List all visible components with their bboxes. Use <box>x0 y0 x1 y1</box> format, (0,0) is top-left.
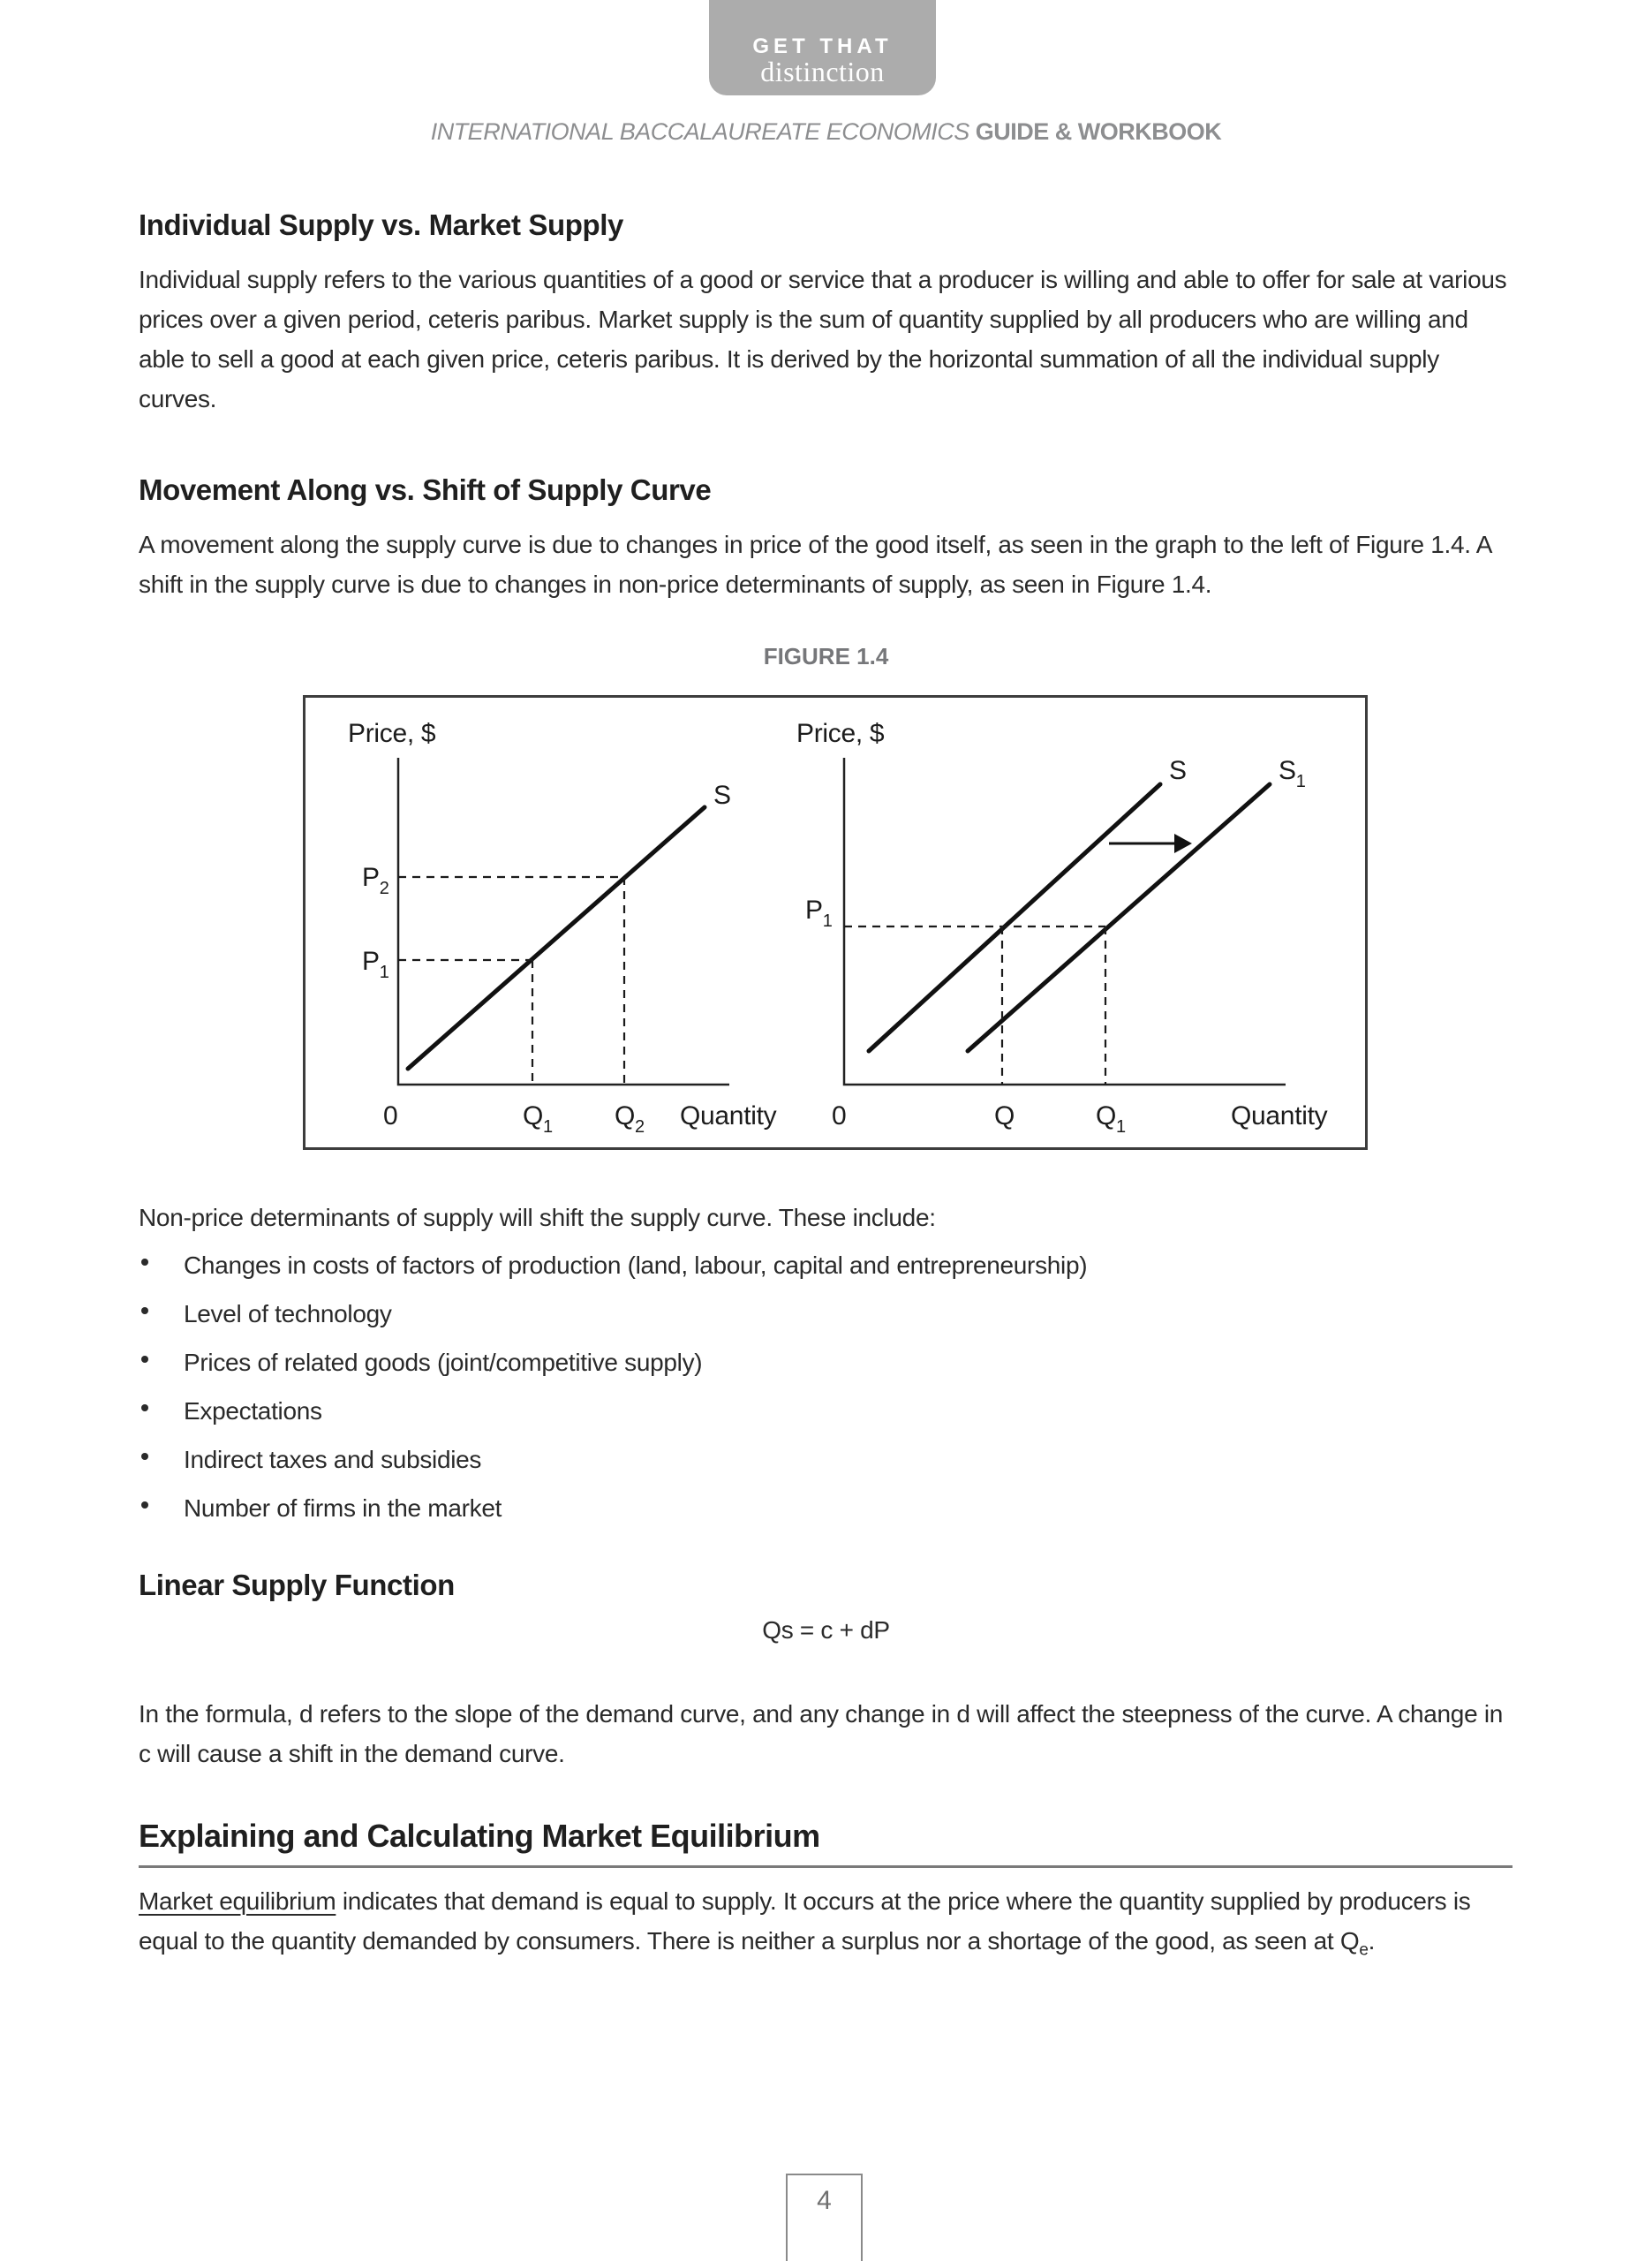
left-origin-label: 0 <box>383 1101 398 1130</box>
figure-1-4 <box>303 695 1368 1150</box>
running-head-series: INTERNATIONAL BACCALAUREATE ECONOMICS <box>430 118 976 145</box>
left-y-axis-label: Price, $ <box>348 719 436 748</box>
bullet-icon <box>141 1501 148 1509</box>
list-item <box>139 1245 1512 1294</box>
list-item <box>139 1440 1512 1488</box>
list-item <box>139 1391 1512 1440</box>
left-q2-label: $Q_2$ <box>615 1101 645 1137</box>
right-q1-label: $Q_1$ <box>1096 1101 1126 1137</box>
paragraph-movement-shift: A movement along the supply curve is due to changes in price of the good itself, as seen in the graph to the left of Figure 1.4. A shift in the supply curve is due to changes in non-price determinants of supply, as seen in Figure 1.4. <box>139 531 1491 598</box>
bullet-icon <box>141 1453 148 1460</box>
supply-curve-diagrams <box>306 698 1365 1147</box>
right-graph-shift <box>796 719 1328 1137</box>
supply-function-formula: Qs = c + dP <box>762 1616 890 1644</box>
page-number: 4 <box>817 2186 832 2215</box>
q-subscript: e <box>1359 1940 1369 1960</box>
determinants-list <box>139 1245 1512 1537</box>
bullet-icon <box>141 1356 148 1363</box>
bullet-icon <box>141 1307 148 1314</box>
logo-text-top: GET THAT <box>752 34 893 59</box>
left-p1-label: $P_1$ <box>362 947 389 982</box>
right-y-axis-label: Price, $ <box>796 719 885 748</box>
right-p1-label: $P_1$ <box>805 896 833 931</box>
heading-individual-supply: Individual Supply vs. Market Supply <box>139 208 623 241</box>
logo-text-bottom: distinction <box>760 56 885 88</box>
equilibrium-text: indicates that demand is equal to supply. It occurs at the price where the quantity supplied by producers is equal to the quantity demanded by consumers. There is neither a surplus nor a shortage of the good, as seen at Q <box>139 1887 1471 1955</box>
left-q1-label: $Q_1$ <box>523 1101 553 1137</box>
shift-arrow-head <box>1174 834 1192 853</box>
running-head <box>0 118 1652 146</box>
figure-caption: FIGURE 1.4 <box>763 643 889 669</box>
left-supply-curve <box>408 807 705 1069</box>
list-item <box>139 1294 1512 1342</box>
paragraph-individual-supply: Individual supply refers to the various quantities of a good or service that a producer is willing and able to offer for sale at various prices over a given period, ceteris paribus. Market supply is the sum of quantity supplied by all producers who are willing and able to sell a good at each given price, ceteris paribus. It is derived by the horizontal summation of all the individual supply curves. <box>139 266 1507 412</box>
bullet-icon <box>141 1259 148 1266</box>
left-p2-label: $P_2$ <box>362 863 389 898</box>
left-supply-label: S <box>713 781 731 810</box>
left-x-axis-label: Quantity <box>680 1101 777 1130</box>
heading-linear-supply: Linear Supply Function <box>139 1569 455 1601</box>
underlined-term: Market equilibrium <box>139 1887 336 1915</box>
list-item-text: Number of firms in the market <box>184 1494 502 1522</box>
heading-market-equilibrium: Explaining and Calculating Market Equilibrium <box>139 1818 1512 1868</box>
list-item-text: Expectations <box>184 1397 322 1425</box>
right-x-axis-label: Quantity <box>1231 1101 1328 1130</box>
list-item <box>139 1342 1512 1391</box>
heading-movement-shift: Movement Along vs. Shift of Supply Curve <box>139 473 712 506</box>
paragraph-formula-explanation: In the formula, d refers to the slope of the demand curve, and any change in d will affect the steepness of the curve. A change in c will cause a shift in the demand curve. <box>139 1700 1504 1767</box>
paragraph-nonprice-intro: Non-price determinants of supply will shift the supply curve. These include: <box>139 1204 936 1231</box>
right-q-label: Q <box>994 1101 1015 1130</box>
equilibrium-text-end: . <box>1368 1927 1376 1955</box>
publisher-logo <box>709 0 936 95</box>
list-item-text: Changes in costs of factors of production (land, labour, capital and entrepreneurship) <box>184 1251 1088 1279</box>
paragraph-market-equilibrium <box>139 1881 1512 1961</box>
list-item-text: Prices of related goods (joint/competitive supply) <box>184 1349 703 1376</box>
right-s1-label: $S_1$ <box>1279 756 1306 791</box>
list-item-text: Level of technology <box>184 1300 392 1327</box>
running-head-title: GUIDE & WORKBOOK <box>975 118 1222 145</box>
list-item <box>139 1488 1512 1537</box>
right-origin-label: 0 <box>832 1101 847 1130</box>
page-number-box <box>786 2174 863 2261</box>
right-s-label: S <box>1169 756 1187 785</box>
right-axes <box>844 758 1286 1085</box>
bullet-icon <box>141 1404 148 1411</box>
list-item-text: Indirect taxes and subsidies <box>184 1446 482 1473</box>
left-graph-movement-along <box>348 719 777 1137</box>
